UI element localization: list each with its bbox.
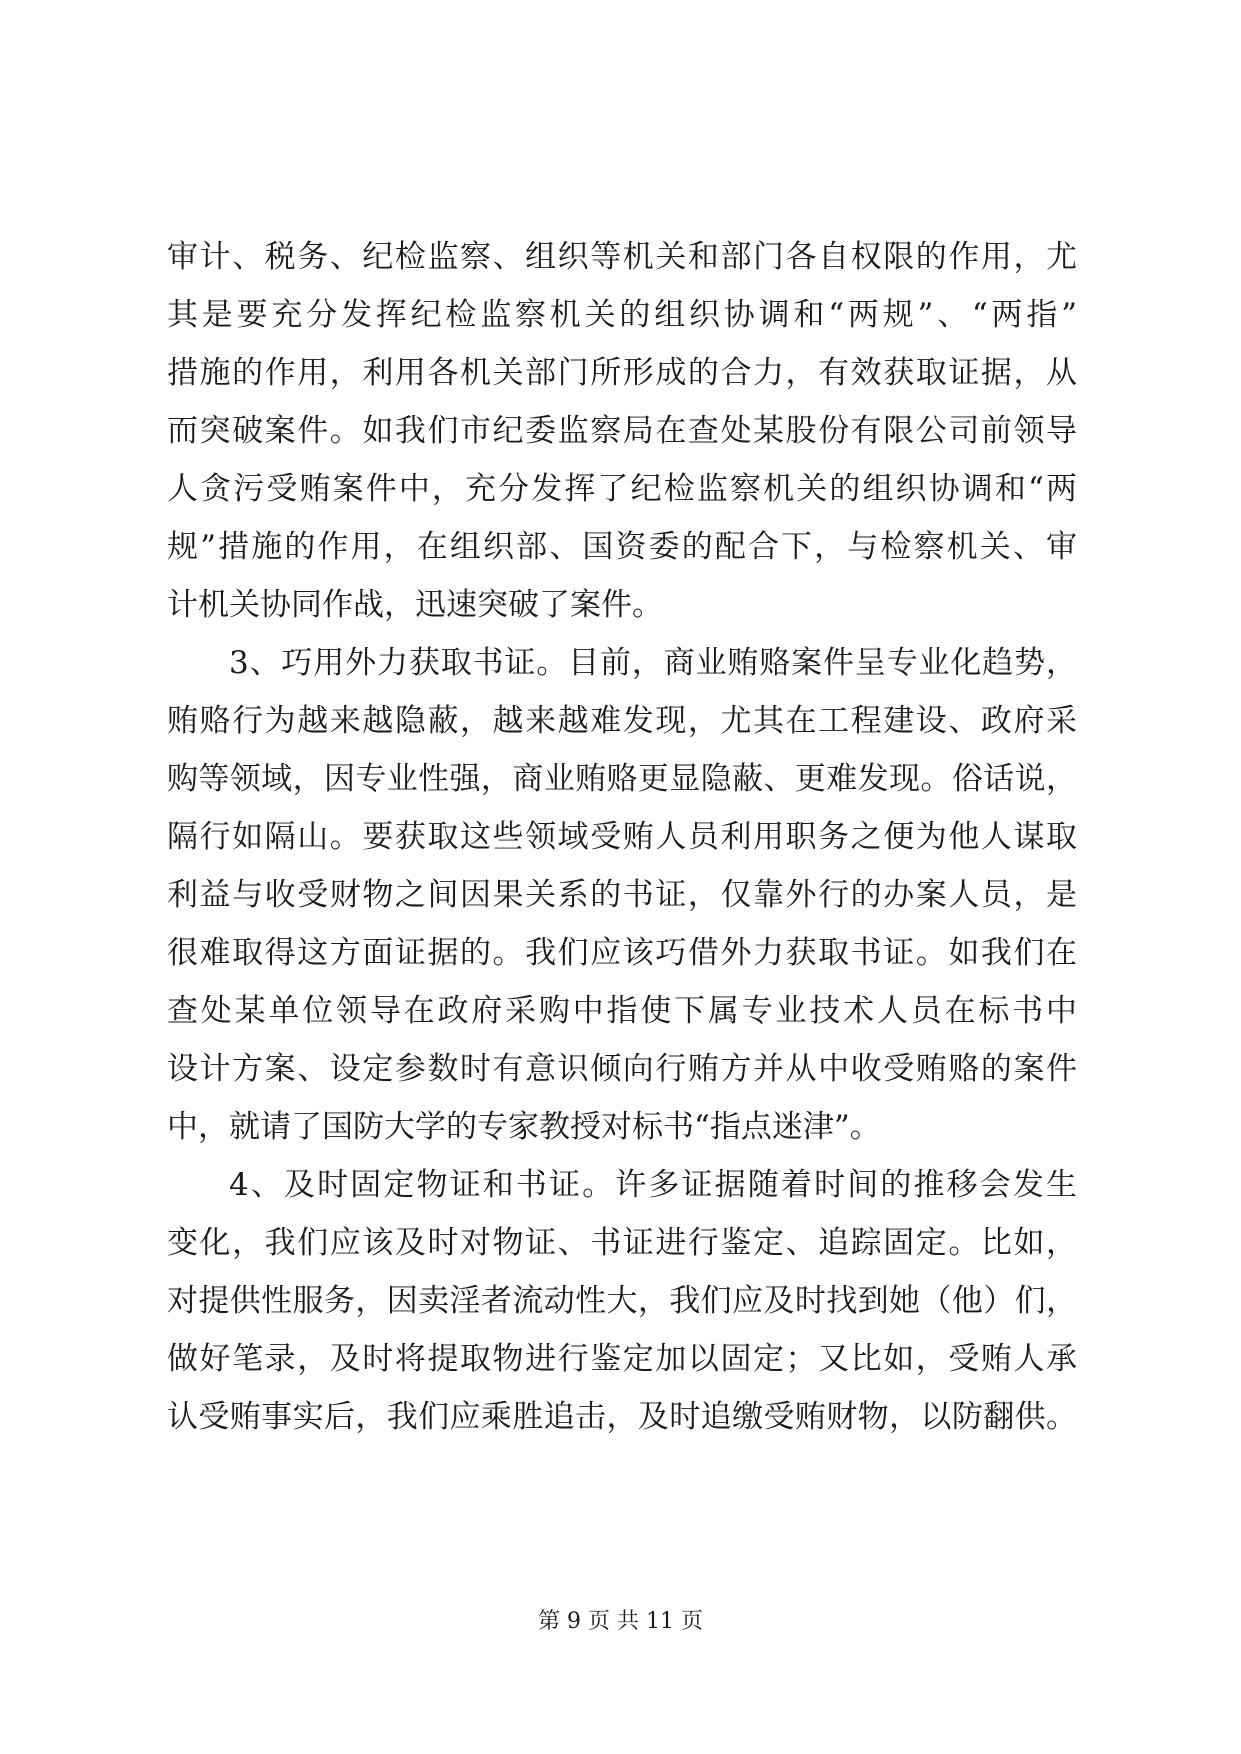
text-line: 利益与收受财物之间因果关系的书证，仅靠外行的办案人员，是 <box>167 877 1077 913</box>
text-line: 措施的作用，利用各机关部门所形成的合力，有效获取证据，从 <box>167 355 1077 391</box>
text-line: 认受贿事实后，我们应乘胜追击，及时追缴受贿财物，以防翻供。 <box>167 1399 1077 1435</box>
text-line: 做好笔录，及时将提取物进行鉴定加以固定；又比如，受贿人承 <box>167 1341 1077 1377</box>
text-line: 隔行如隔山。要获取这些领域受贿人员利用职务之便为他人谋取 <box>167 819 1077 855</box>
text-line: 设计方案、设定参数时有意识倾向行贿方并从中收受贿赂的案件 <box>167 1051 1077 1087</box>
text-line: 变化，我们应该及时对物证、书证进行鉴定、追踪固定。比如， <box>167 1225 1077 1261</box>
paragraph-first-line: 3、巧用外力获取书证。目前，商业贿赂案件呈专业化趋势， <box>229 645 1077 681</box>
text-line: 很难取得这方面证据的。我们应该巧借外力获取书证。如我们在 <box>167 935 1077 971</box>
text-line: 规”措施的作用，在组织部、国资委的配合下，与检察机关、审 <box>167 529 1077 565</box>
text-line: 中，就请了国防大学的专家教授对标书“指点迷津”。 <box>167 1109 881 1145</box>
text-line: 人贪污受贿案件中，充分发挥了纪检监察机关的组织协调和“两 <box>167 471 1077 507</box>
text-line: 贿赂行为越来越隐蔽，越来越难发现，尤其在工程建设、政府采 <box>167 703 1077 739</box>
text-line: 审计、税务、纪检监察、组织等机关和部门各自权限的作用，尤 <box>167 239 1077 275</box>
page-number-footer: 第 9 页 共 11 页 <box>538 1609 703 1634</box>
text-line: 查处某单位领导在政府采购中指使下属专业技术人员在标书中 <box>167 993 1077 1029</box>
text-line: 而突破案件。如我们市纪委监察局在查处某股份有限公司前领导 <box>167 413 1077 449</box>
text-line: 其是要充分发挥纪检监察机关的组织协调和“两规”、“两指” <box>167 297 1077 333</box>
document-body <box>167 228 1077 1446</box>
paragraph-first-line: 4、及时固定物证和书证。许多证据随着时间的推移会发生 <box>229 1167 1077 1203</box>
text-line: 购等领域，因专业性强，商业贿赂更显隐蔽、更难发现。俗话说， <box>167 761 1077 797</box>
text-line: 计机关协同作战，迅速突破了案件。 <box>167 587 663 623</box>
text-line: 对提供性服务，因卖淫者流动性大，我们应及时找到她（他）们， <box>167 1283 1077 1319</box>
